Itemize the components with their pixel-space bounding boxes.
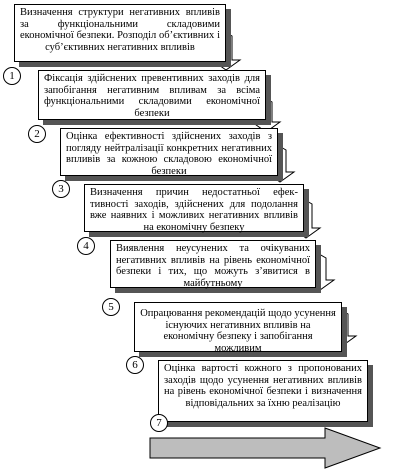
step-3-text: Оцінка ефективності здійснених заходів з погляду нейтралізації конкретних негативних впливів за кожною складовою економічної безпеки — [66, 131, 272, 177]
step-5-badge: 5 — [102, 298, 120, 316]
step-2-badge: 2 — [28, 125, 46, 143]
step-2-text: Фіксація здійснених превентивних заходів для запобігання негативним впливам за всіма функціональними складовими економічної безпеки — [44, 73, 260, 119]
step-6-badge: 6 — [126, 356, 144, 374]
step-7-badge: 7 — [150, 414, 168, 432]
step-5-text: Виявлення неусунених та очікуваних негативних впливів на рівень економічної безпеки і тих, що можуть з’явитися в майбутньому — [116, 243, 310, 289]
step-3-badge: 3 — [52, 180, 70, 198]
step-3-box — [60, 128, 278, 176]
step-4-badge: 4 — [77, 237, 95, 255]
step-5-box — [110, 240, 316, 288]
step-1-box — [14, 4, 226, 62]
step-1-badge: 1 — [3, 67, 21, 85]
step-2-box — [38, 70, 266, 120]
step-1-text: Визначення структури негативних впливів за функціональними складовими економічної безпеки. Розподіл об’єктивних і суб’єктивних негативних впливів — [20, 7, 220, 53]
step-4-text: Визначення причин недостатньої ефективності заходів, здійснених для подолання вже наявних і можливих негативних впливів на економічну безпеку — [90, 187, 298, 233]
step-4-box — [84, 184, 304, 232]
main-flow-arrow — [150, 428, 380, 468]
step-7-box — [158, 360, 368, 422]
step-6-box — [134, 302, 342, 352]
step-6-text: Опрацювання рекомендацій щодо усунення існуючих негативних впливів на економічну безпеку і запобігання можливим — [140, 308, 336, 354]
step-7-text: Оцінка вартості кожного з пропонованих заходів щодо усунення негативних впливів на рівень економічної безпеки і визначення відповідальних за їхню реалізацію — [164, 363, 362, 409]
